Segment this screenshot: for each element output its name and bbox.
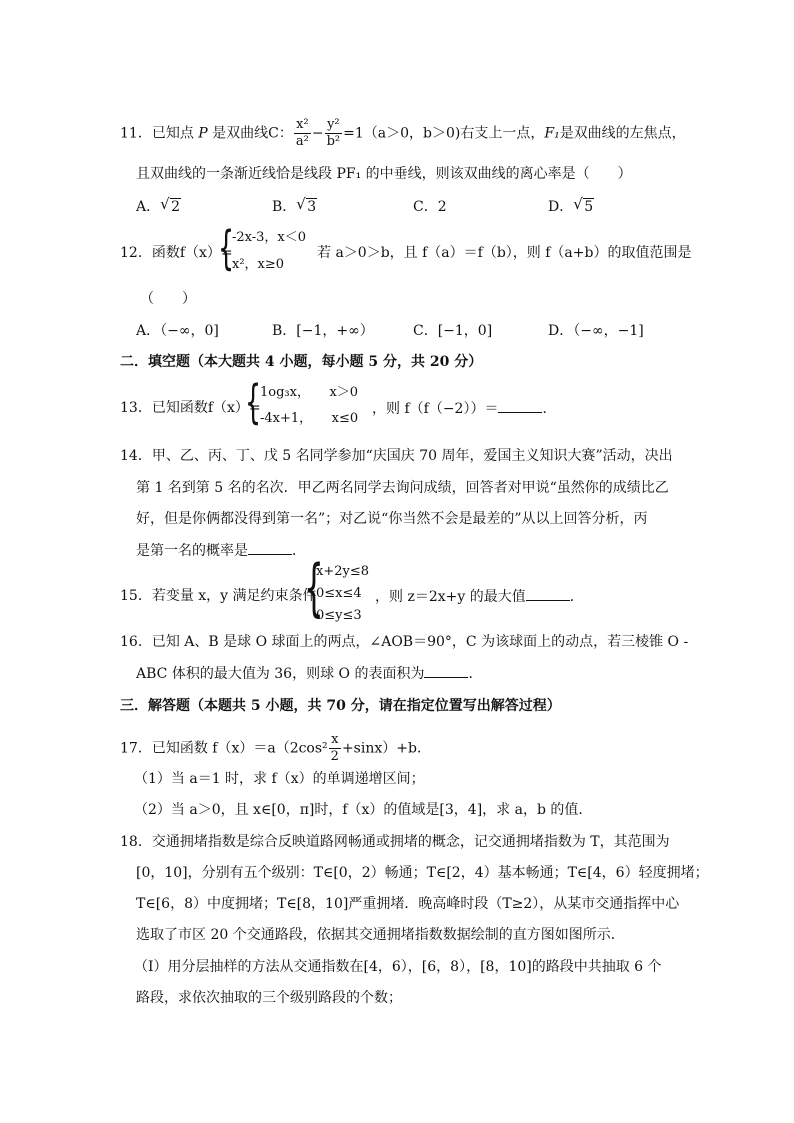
q17-part-1: （1）当 a＝1 时，求 f（x）的单调递增区间；: [134, 771, 425, 787]
q14-line4: 是第一名的概率是 ．: [136, 540, 306, 561]
q12-condition: 若 a＞0＞b，且 f（a）＝f（b），则 f（a+b）的取值范围是: [317, 245, 692, 261]
q11-option-c: C．2: [413, 199, 447, 215]
q15-constraint-2: 0≤x≤4: [316, 586, 362, 601]
q12-case-2: x²，x≥0: [232, 257, 285, 272]
q13-brace: {: [245, 375, 262, 429]
q11-line2: 且双曲线的一条渐近线恰是线段 PF₁ 的中垂线，则该双曲线的离心率是（ ）: [136, 166, 632, 182]
q13-case-2: -4x+1， x≤0: [260, 411, 359, 426]
q12-case-1: -2x-3，x＜0: [232, 230, 307, 245]
q13-stem: 13．已知函数f（x）=: [120, 400, 261, 416]
q18-line2: [0，10]，分别有五个级别：T∈[0，2）畅通；T∈[2，4）基本畅通；T∈[4，6）轻度拥堵；: [136, 865, 709, 881]
q12-paren: （ ）: [140, 291, 196, 307]
q12-stem: 12．函数f（x）=: [120, 245, 233, 261]
q15-answer-blank[interactable]: [526, 586, 570, 601]
q16-line2: ABC 体积的最大值为 36，则球 O 的表面积为 ．: [136, 663, 482, 684]
q13-answer-blank[interactable]: [498, 398, 542, 413]
q11-line1: 11．已知点 P 是双曲线C： $\frac{\text{x²}}{\text{a²}}$ − $\frac{\text{y²}}{\text{b²}}$ =1（a＞0，b＞0)右支上一点，F₁是双曲线的左焦点，: [120, 117, 686, 149]
q14-line1: 14．甲、乙、丙、丁、戊 5 名同学参加“庆国庆 70 周年，爱国主义知识大赛”活动，决出: [120, 448, 673, 464]
q12-brace: {: [218, 221, 235, 275]
q16-line1: 16．已知 A、B 是球 O 球面上的两点，∠AOB＝90°，C 为该球面上的动点，若三棱锥 O -: [120, 634, 689, 650]
q15-brace: {: [304, 551, 324, 624]
q18-line1: 18．交通拥堵指数是综合反映道路网畅通或拥堵的概念，记交通拥堵指数为 T，其范围为: [120, 834, 670, 850]
q14-line2: 第 1 名到第 5 名的名次．甲乙两名同学去询问成绩，回答者对甲说“虽然你的成绩比乙: [136, 480, 669, 496]
q15-stem: 15．若变量 x，y 满足约束条件: [120, 588, 317, 604]
q17-stem: 17．已知函数 f（x）＝a（2cos² $\frac{x}{2}$ +sinx）+b．: [120, 732, 431, 764]
q12-option-b: B．[−1，+∞）: [272, 323, 374, 339]
q11-option-d: D． √ 5: [548, 195, 594, 215]
q13-tail: ，则 f（f（−2））＝ ．: [372, 398, 556, 419]
q16-answer-blank[interactable]: [424, 663, 468, 678]
q18-line4: 选取了市区 20 个交通路段，依据其交通拥堵指数数据绘制的直方图如图所示．: [136, 927, 625, 943]
q18-line6: 路段，求依次抽取的三个级别路段的个数；: [136, 990, 402, 1006]
q17-part-2: （2）当 a＞0，且 x∈[0，π]时，f（x）的值域是[3，4]，求 a，b 的值．: [134, 802, 593, 818]
q12-option-a: A．（−∞，0]: [136, 323, 219, 339]
section-2-heading: 二．填空题（本大题共 4 小题，每小题 5 分，共 20 分）: [120, 354, 483, 370]
q11-fraction-x: $\frac{\text{x²}}{\text{a²}}$: [295, 117, 309, 149]
q12-option-d: D．（−∞，−1]: [548, 323, 644, 339]
q15-constraint-3: 0≤y≤3: [316, 608, 362, 623]
q11-fraction-y: $\frac{\text{y²}}{\text{b²}}$: [326, 117, 341, 149]
q12-option-c: C．[−1，0]: [413, 323, 493, 339]
q11-option-b: B． √ 3: [272, 195, 317, 215]
q11-option-a: A． √ 2: [136, 195, 181, 215]
q14-answer-blank[interactable]: [248, 540, 292, 555]
q15-tail: ，则 z＝2x+y 的最大值 ．: [375, 586, 584, 607]
q17-fraction: $\frac{x}{2}$: [330, 732, 339, 764]
q18-line3: T∈[6，8）中度拥堵；T∈[8，10]严重拥堵．晚高峰时段（T≥2），从某市交通指挥中心: [136, 896, 680, 912]
q18-line5: （Ⅰ）用分层抽样的方法从交通指数在[4，6），[6，8），[8，10]的路段中共抽取 6 个: [134, 959, 662, 975]
section-3-heading: 三．解答题（本题共 5 小题，共 70 分，请在指定位置写出解答过程）: [120, 698, 561, 714]
q15-constraint-1: x+2y≤8: [316, 564, 370, 579]
q13-case-1: 1og₃x， x＞0: [260, 385, 359, 400]
q14-line3: 好，但是你俩都没得到第一名”；对乙说“你当然不会是最差的”从以上回答分析，丙: [136, 511, 648, 527]
